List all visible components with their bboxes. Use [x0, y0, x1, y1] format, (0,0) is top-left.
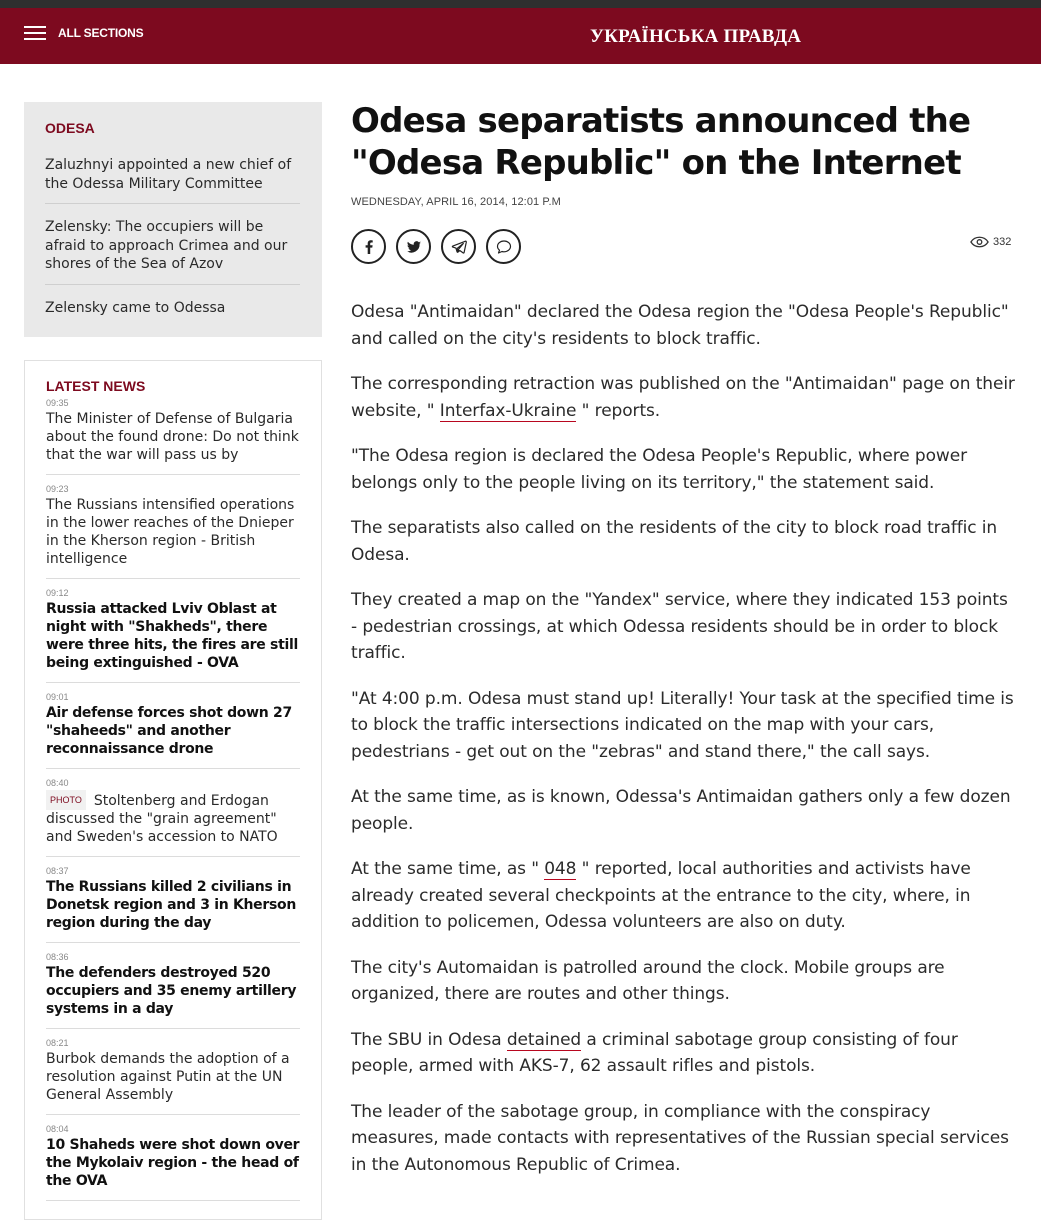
telegram-icon — [451, 239, 467, 255]
paragraph-text: The SBU in Odesa — [351, 1029, 507, 1050]
news-headline — [46, 964, 300, 1018]
latest-news-item[interactable] — [46, 952, 300, 1029]
latest-news-item[interactable] — [46, 866, 300, 943]
paragraph-text: The corresponding retraction was published on the "Antimaidan" page on their website, " — [351, 374, 1015, 421]
latest-news-title[interactable]: LATEST NEWS — [46, 378, 146, 394]
article-link[interactable]: 048 — [544, 859, 577, 879]
paragraph-text: The leader of the sabotage group, in compliance with the conspiracy measures, made contacts with representatives of the Russian special services in the Autonomous Republic of Crimea. — [351, 1101, 1009, 1175]
paragraph-text: They created a map on the "Yandex" service, where they indicated 153 points - pedestrian crossings, at which Odessa residents should be in order to block traffic. — [351, 590, 1008, 663]
news-headline-text: 10 Shaheds were shot down over the Mykolaiv region - the head of the OVA — [46, 1137, 300, 1189]
article-paragraph — [351, 856, 1016, 936]
news-time: 08:36 — [46, 952, 69, 962]
comment-icon — [496, 239, 512, 255]
latest-news-item[interactable] — [46, 484, 300, 579]
article-paragraph — [351, 1027, 1016, 1080]
comments-button[interactable] — [486, 229, 521, 264]
hamburger-icon — [24, 26, 46, 40]
news-headline — [46, 1136, 300, 1190]
article-paragraph — [351, 587, 1016, 667]
article-paragraph — [351, 686, 1016, 766]
latest-news-item[interactable] — [46, 588, 300, 683]
news-time: 08:37 — [46, 866, 69, 876]
paragraph-text: "At 4:00 p.m. Odesa must stand up! Literally! Your task at the specified time is to block the traffic intersections indicated on the map with your cars, pedestrians - get out on the "zebras" and stand there," the call says. — [351, 688, 1014, 762]
region-news-item[interactable]: Zelensky came to Odessa — [45, 299, 226, 316]
latest-news-item[interactable] — [46, 1124, 300, 1201]
twitter-icon — [406, 239, 422, 255]
paragraph-text: "The Odesa region is declared the Odesa People's Republic, where power belongs only to the people living on its territory," the statement said. — [351, 446, 967, 493]
news-headline-text: Burbok demands the adoption of a resolution against Putin at the UN General Assembly — [46, 1051, 290, 1103]
news-headline-text: The Russians killed 2 civilians in Donetsk region and 3 in Kherson region during the day — [46, 879, 296, 931]
region-news-item[interactable]: Zelensky: The occupiers will be afraid to approach Crimea and our shores of the Sea of Azov — [45, 218, 300, 285]
latest-news-item[interactable] — [46, 398, 300, 475]
article-link[interactable]: Interfax-Ukraine — [439, 400, 577, 421]
share-facebook-button[interactable] — [351, 229, 386, 264]
article-paragraph — [351, 515, 1016, 568]
news-headline — [46, 1050, 300, 1104]
all-sections-button[interactable] — [24, 26, 143, 40]
views-count: 332 — [993, 236, 1012, 248]
region-list — [45, 156, 301, 327]
news-headline-text: Russia attacked Lviv Oblast at night with "Shakheds", there were three hits, the fires are still being extinguished - OVA — [46, 601, 298, 671]
news-time: 09:12 — [46, 588, 69, 598]
news-time: 09:35 — [46, 398, 69, 408]
news-time: 08:04 — [46, 1124, 69, 1134]
share-twitter-button[interactable] — [396, 229, 431, 264]
paragraph-text: " reported, local authorities and activists have already created several checkpoints at the entrance to the city, where, in addition to policemen, Odessa volunteers are also on duty. — [351, 859, 971, 932]
paragraph-text: " reports. — [576, 400, 661, 421]
site-logo[interactable]: УКРАЇНСЬКА ПРАВДА — [590, 26, 802, 47]
paragraph-text: a criminal sabotage group consisting of four people, armed with AKS-7, 62 assault rifles and pistols. — [351, 1029, 958, 1076]
news-headline-text: The Minister of Defense of Bulgaria about the found drone: Do not think that the war will pass us by — [46, 411, 299, 463]
share-telegram-button[interactable] — [441, 229, 476, 264]
paragraph-text: The separatists also called on the residents of the city to block road traffic in Odesa. — [351, 518, 998, 565]
latest-news-item[interactable] — [46, 1038, 300, 1115]
article-paragraph — [351, 955, 1016, 1008]
article-title: Odesa separatists announced the "Odesa Republic" on the Internet — [351, 101, 971, 183]
news-headline-text: The defenders destroyed 520 occupiers and 35 enemy artillery systems in a day — [46, 965, 297, 1017]
paragraph-text: At the same time, as " — [351, 859, 545, 879]
paragraph-text: Odesa "Antimaidan" declared the Odesa region the "Odesa People's Republic" and called on the city's residents to block traffic. — [351, 302, 1009, 349]
news-headline — [46, 600, 300, 672]
latest-news-item[interactable] — [46, 778, 300, 857]
paragraph-text: At the same time, as is known, Odessa's Antimaidan gathers only a few dozen people. — [351, 787, 1011, 834]
article-paragraph — [351, 443, 1016, 496]
article-paragraph — [351, 784, 1016, 837]
paragraph-text: The city's Automaidan is patrolled around the clock. Mobile groups are organized, there are routes and other things. — [351, 957, 945, 1004]
latest-news-list — [46, 398, 300, 1201]
news-headline-text: Stoltenberg and Erdogan discussed the "grain agreement" and Sweden's accession to NATO — [46, 793, 278, 845]
article-body — [351, 299, 1016, 1197]
share-buttons — [351, 229, 531, 264]
news-headline — [46, 704, 300, 758]
browser-top-strip — [0, 0, 1041, 8]
views-counter — [970, 236, 1011, 248]
photo-badge: PHOTO — [46, 790, 86, 810]
news-headline-text: The Russians intensified operations in the lower reaches of the Dnieper in the Kherson region - British intelligence — [46, 497, 295, 567]
news-headline — [46, 410, 300, 464]
eye-icon — [970, 236, 989, 248]
news-time: 09:23 — [46, 484, 69, 494]
article-date: WEDNESDAY, APRIL 16, 2014, 12:01 P.M — [351, 196, 561, 208]
article-paragraph — [351, 299, 1016, 352]
news-headline — [46, 878, 300, 932]
region-title[interactable]: ODESA — [45, 120, 95, 136]
news-headline — [46, 496, 300, 568]
facebook-icon — [361, 239, 377, 255]
article-paragraph — [351, 1099, 1016, 1179]
news-time: 08:40 — [46, 778, 69, 788]
news-time: 08:21 — [46, 1038, 69, 1048]
all-sections-label: ALL SECTIONS — [58, 26, 144, 40]
article-paragraph — [351, 371, 1016, 424]
news-time: 09:01 — [46, 692, 69, 702]
news-headline — [46, 790, 300, 846]
news-headline-text: Air defense forces shot down 27 "shaheeds" and another reconnaissance drone — [46, 705, 292, 757]
article-link[interactable]: detained — [506, 1029, 582, 1050]
region-news-box — [24, 102, 322, 337]
latest-news-box — [24, 360, 322, 1220]
latest-news-item[interactable] — [46, 692, 300, 769]
site-header — [0, 8, 1041, 64]
region-news-item[interactable]: Zaluzhnyi appointed a new chief of the Odessa Military Committee — [45, 156, 300, 204]
